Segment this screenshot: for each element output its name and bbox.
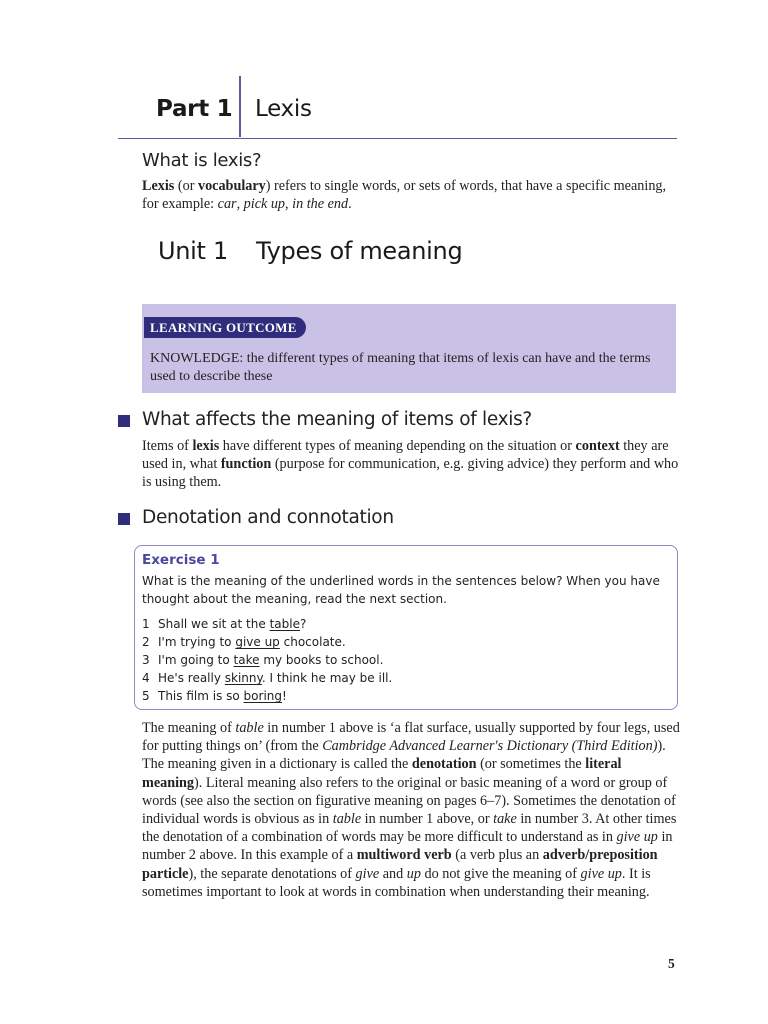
learning-outcome-text: KNOWLEDGE: the different types of meaning that items of lexis can have and the terms used to describe these	[150, 351, 651, 384]
section-bullet-icon	[118, 513, 130, 525]
exercise-item: 1 Shall we sit at the table?	[142, 617, 307, 631]
learning-outcome-label: LEARNING OUTCOME	[144, 317, 306, 338]
exercise-item: 4 He's really skinny. I think he may be ill.	[142, 671, 393, 685]
exercise-item: 2 I'm trying to give up chocolate.	[142, 635, 346, 649]
page-number: 5	[668, 956, 675, 971]
section-bullet-icon	[118, 415, 130, 427]
exercise-list	[142, 615, 392, 705]
exercise-item: 3 I'm going to take my books to school.	[142, 653, 384, 667]
part-header	[118, 76, 677, 139]
denotation-paragraph: The meaning of table in number 1 above is ‘a flat surface, usually supported by four legs, used for putting things on’ (from the Cambridge Advanced Learner's Dictionary (Third Edition)). The meaning given in a dictionary is called the denotation (or sometimes the literal meaning). Literal meaning also refers to the original or basic meaning of a word or group of words (see also the section on figurative meaning on pages 6–7). Sometimes the denotation of individual words is obvious as in table in number 1 above, or take in number 3. At other times the denotation of a combination of words may be more difficult to understand as in give up in number 2 above. In this example of a multiword verb (a verb plus an adverb/preposition particle), the separate denotations of give and up do not give the meaning of give up. It is sometimes important to look at words in combination when understanding their meaning.	[142, 720, 680, 900]
part-label: Part 1	[156, 96, 233, 122]
part-title: Lexis	[255, 96, 312, 122]
what-is-lexis-paragraph: Lexis (or vocabulary) refers to single words, or sets of words, that have a specific meaning, for example: car, pick up, in the end.	[142, 178, 667, 213]
section-heading-affects: What affects the meaning of items of lexis?	[142, 409, 532, 430]
section-affects-paragraph: Items of lexis have different types of meaning depending on the situation or context they are used in, what function (purpose for communication, e.g. giving advice) they perform and who is using them.	[142, 438, 679, 491]
exercise-item: 5 This film is so boring!	[142, 689, 287, 703]
unit-title: Types of meaning	[256, 237, 463, 265]
what-is-lexis-heading: What is lexis?	[142, 150, 262, 171]
part-divider	[239, 76, 241, 137]
exercise-title: Exercise 1	[142, 552, 220, 568]
exercise-intro: What is the meaning of the underlined words in the sentences below? When you have thought about the meaning, read the next section.	[142, 574, 660, 606]
unit-number: Unit 1	[158, 237, 228, 265]
section-heading-denotation: Denotation and connotation	[142, 507, 394, 528]
